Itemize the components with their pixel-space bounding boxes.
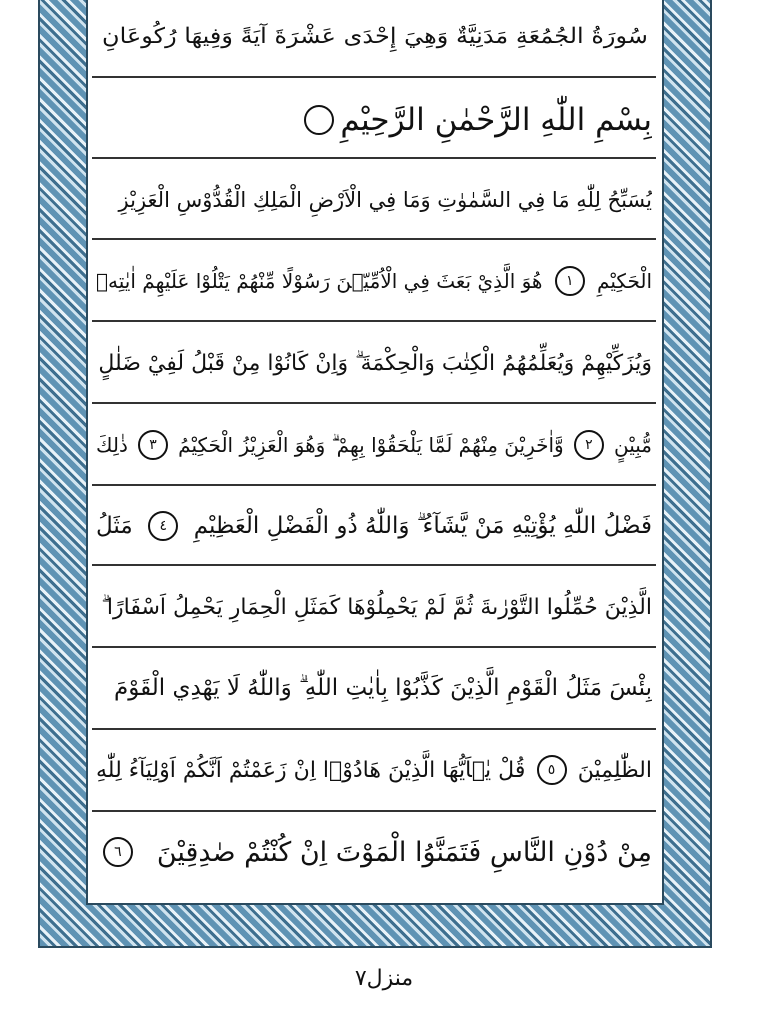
verse-line-6: [96, 567, 652, 647]
verse-text: قُلْ يٰۤاَيُّهَا الَّذِيْنَ هَادُوْۤا اِنْ زَعَمْتُمْ اَنَّكُمْ اَوْلِيَآءُ لِلّٰهِ: [96, 757, 526, 783]
verse-text: الَّذِيْنَ حُمِّلُوا التَّوْرٰىةَ ثُمَّ لَمْ يَحْمِلُوْهَا كَمَثَلِ الْحِمَارِ يَحْمِلُ اَسْفَارًا ۗ: [101, 594, 652, 620]
ayah-number-marker: ٢: [574, 430, 604, 460]
line-divider: [92, 76, 656, 78]
verse-text: مَثَلُ: [96, 513, 133, 539]
verse-line-2: [96, 241, 652, 321]
verse-text: الظّٰلِمِيْنَ: [577, 757, 652, 783]
verse-text: بِئْسَ مَثَلُ الْقَوْمِ الَّذِيْنَ كَذَّبُوْا بِاٰيٰتِ اللّٰهِ ۗ وَاللّٰهُ لَا يَهْدِي الْقَوْمَ: [114, 675, 652, 701]
ayah-number-marker: ٤: [148, 511, 178, 541]
ayah-number-marker: ٦: [103, 837, 133, 867]
verse-line-7: [96, 648, 652, 728]
verse-line-1: [96, 160, 652, 240]
ayah-number-marker: ٣: [138, 430, 168, 460]
ayah-number-marker: ٥: [537, 755, 567, 785]
surah-header: [86, 0, 664, 72]
verse-text: مِنْ دُوْنِ النَّاسِ فَتَمَنَّوُا الْمَوْتَ اِنْ كُنْتُمْ صٰدِقِيْنَ: [156, 836, 652, 868]
ayah-end-marker: [304, 105, 334, 135]
verse-text: يُسَبِّحُ لِلّٰهِ مَا فِي السَّمٰوٰتِ وَمَا فِي الْاَرْضِ الْمَلِكِ الْقُدُّوْسِ الْعَزِيْزِ: [118, 188, 652, 212]
verse-text: فَضْلُ اللّٰهِ يُؤْتِيْهِ مَنْ يَّشَآءُ ۗ وَاللّٰهُ ذُو الْفَضْلِ الْعَظِيْمِ: [193, 513, 652, 539]
ayah-number-marker: ١: [555, 266, 585, 296]
verse-line-3: [96, 323, 652, 403]
verse-text: وَيُزَكِّيْهِمْ وَيُعَلِّمُهُمُ الْكِتٰبَ وَالْحِكْمَةَ ۗ وَاِنْ كَانُوْا مِنْ قَبْلُ لَفِيْ ضَلٰلٍ: [98, 350, 652, 376]
verse-line-5: [96, 486, 652, 566]
bismillah-text: بِسْمِ اللّٰهِ الرَّحْمٰنِ الرَّحِيْمِ: [340, 102, 652, 138]
bismillah-line: [96, 80, 652, 160]
verse-text: وَّاٰخَرِيْنَ مِنْهُمْ لَمَّا يَلْحَقُوْا بِهِمْ ۗ وَهُوَ الْعَزِيْزُ الْحَكِيْمُ: [178, 433, 564, 457]
verse-text: مُّبِيْنٍ: [613, 433, 652, 457]
verse-line-9: [96, 812, 652, 892]
verse-text: الْحَكِيْمِ: [597, 269, 652, 293]
verse-text: ذٰلِكَ: [96, 433, 128, 457]
surah-title: سُورَةُ الجُمُعَةِ مَدَنِيَّةٌ وَهِيَ إِحْدَى عَشْرَةَ آيَةً وَفِيهَا رُكُوعَانِ: [102, 23, 648, 49]
manzil-label: منزل۷: [354, 966, 414, 991]
verse-line-8: [96, 730, 652, 810]
verse-text: هُوَ الَّذِيْ بَعَثَ فِي الْاُمِّيّٖنَ رَسُوْلًا مِّنْهُمْ يَتْلُوْا عَلَيْهِمْ اٰيٰتِهٖ: [96, 269, 543, 293]
verse-line-4: [96, 405, 652, 485]
